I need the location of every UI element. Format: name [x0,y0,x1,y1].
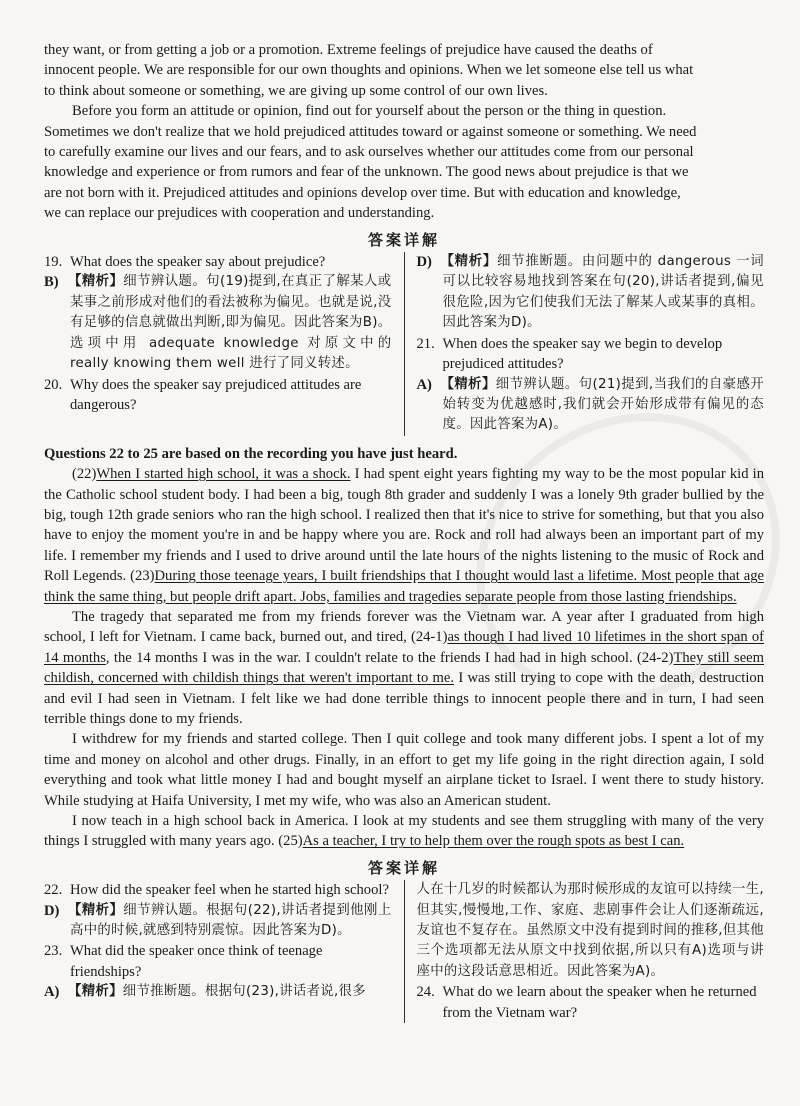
answer-section-title: 答案详解 [367,230,440,249]
underlined-sentence: When I started high school, it was a shock. [96,466,351,483]
answer-22 [44,901,392,942]
underlined-sentence: During those teenage years, I built friendships that I thought would last a lifetime. Most people that age think the same thing, but people drift apart. Jobs, families and tragedies separate people from those lasting friendships. [44,568,765,605]
answer-19 [44,272,392,374]
answer-column-right [405,252,765,436]
answer-letter: D) [44,902,60,919]
answer-20 [417,252,765,334]
question-number: 21. [416,335,435,352]
sentence-marker: (24-2) [636,649,674,666]
question-24 [417,982,765,1023]
analysis-label: 【精析】 [68,984,123,1000]
passage-heading: Questions 22 to 25 are based on the recording you have just heard. [44,445,458,462]
answer-letter: D) [416,254,432,271]
analysis-text: 细节辨认题。句(21)提到,当我们的自豪感开始转变为优越感时,我们就会开始形成带有偏见的态度。因此答案为A)。 [442,376,764,433]
underlined-sentence: as though I had lived 10 lifetimes in the short span of 14 months [44,629,764,666]
answer-column-left [44,252,405,436]
question-number: 20. [44,376,63,393]
analysis-text: 细节推断题。根据句(23),讲话者说,很多 [122,984,366,1000]
question-19 [44,252,392,272]
sentence-marker: (22) [72,466,97,483]
question-23 [44,941,392,982]
intro-line: Sometimes we don't realize that we hold prejudiced attitudes toward or against someone or something. We need [44,123,697,140]
passage-paragraph-4 [44,811,764,852]
document-page [44,40,764,1023]
analysis-text: 细节辨认题。根据句(22),讲话者提到他刚上高中的时候,就感到特别震惊。因此答案为D)。 [70,902,392,939]
passage-paragraph-3: I withdrew for my friends and started college. Then I quit college and took many different jobs. I spent a lot of my time and money on alcohol and other drugs. Finally, in an effort to get my life going in the right direction again, I sold everything and took what little money I had and bought myself an airplane ticket to Israel. I went there to study history. While studying at Haifa University, I met my wife, who was also an American student. [44,731,764,809]
intro-paragraph-2 [44,101,764,223]
question-number: 23. [44,943,63,960]
question-text: Why does the speaker say prejudiced attitudes are dangerous? [70,376,362,413]
passage-text: I now teach in a high school back in America. I look at my students and see them struggling with many of the very things I struggled with many years ago. [44,813,764,850]
intro-line: to think about someone or something, we are giving up some control of our own lives. [44,82,548,99]
intro-line: they want, or from getting a job or a promotion. Extreme feelings of prejudice have caused the deaths of [44,42,653,58]
answer-column-left [44,880,405,1023]
passage-paragraph-2 [44,607,764,729]
question-20 [44,375,392,416]
underlined-sentence: They still seem childish, concerned with childish things that weren't important to me. [44,649,765,687]
question-number: 24. [416,984,435,1001]
answer-section-title: 答案详解 [367,858,440,877]
answer-columns [44,252,764,436]
intro-paragraph-1 [44,40,764,101]
intro-line: knowledge and experience or from rumors and fear of the unknown. The good news about prejudice is that we [44,164,689,181]
analysis-text: 细节推断题。由问题中的 dangerous 一词可以比较容易地找到答案在句(20),讲话者提到,偏见很危险,因为它们使我们无法了解某人或某事的真相。因此答案为D)。 [442,254,764,331]
intro-line: Before you form an attitude or opinion, find out for yourself about the person or the thing in question. [72,103,667,120]
question-text: When does the speaker say we begin to develop prejudiced attitudes? [442,335,723,373]
passage-text: I had spent eight years fighting my way to be the most popular kid in the Catholic school student body. I had been a big, tough 8th grader and suddenly I was a lonely 9th grader bullied by the big, tough 12th grade seniors who ran the high school. I realized then that it's nice to strive for something, but that you also have to enjoy the moment you're in and be happy where you are. Rock and roll had always been an important part of my life. I remember my friends and I used to drive around until the late hours of the nights listening to the music of Rock and Roll Legends. [44,466,764,585]
passage-text: I was still trying to cope with the death, destruction and evil I had seen in Vietnam. I felt like we had done terrible things to innocent people there and in turn, I had seen terrible things done to my friends. [44,670,764,727]
question-text: What do we learn about the speaker when he returned from the Vietnam war? [442,984,757,1021]
intro-line: to carefully examine our lives and our fears, and to ask ourselves whether our attitudes come from our personal [44,144,694,161]
analysis-label: 【精析】 [440,254,498,270]
answer-letter: B) [44,274,59,291]
intro-line: are not born with it. Prejudiced attitudes and opinions develop over time. But with education and knowledge, [44,184,681,201]
question-text: What did the speaker once think of teenage friendships? [70,943,323,980]
recording-passage [44,464,764,852]
underlined-sentence: As a teacher, I try to help them over the rough spots as best I can. [302,833,685,850]
sentence-marker: (25) [278,833,303,850]
intro-line: we can replace our prejudices with cooperation and understanding. [44,205,435,222]
answer-23 [44,982,392,1002]
answer-column-right [405,880,765,1023]
question-number: 22. [44,882,63,899]
question-text: How did the speaker feel when he started high school? [70,882,389,899]
passage-text: , the 14 months I was in the war. I couldn't relate to the friends I had had in high school. [105,649,637,666]
analysis-label: 【精析】 [68,274,124,290]
passage-text: The tragedy that separated me from my friends forever was the Vietnam war. A year after I graduated from high school, I left for Vietnam. I came back, burned out, and tired, [44,608,764,646]
question-22 [44,880,392,900]
intro-line: innocent people. We are responsible for our own thoughts and opinions. When we let someone else tell us what [44,62,694,79]
passage-paragraph-1 [44,464,764,607]
answer-columns [44,880,764,1023]
analysis-text: 细节辨认题。句(19)提到,在真正了解某人或某事之前形成对他们的看法被称为偏见。也就是说,没有足够的信息就做出判断,即为偏见。因此答案为B)。选项中用 adequate knowledge 对原文中的 really knowing them well 进行了同义转述。 [70,274,392,372]
analysis-label: 【精析】 [68,902,124,918]
intro-section [44,40,764,224]
answer-letter: A) [44,984,60,1001]
analysis-continuation: 人在十几岁的时候都认为那时候形成的友谊可以持续一生,但其实,慢慢地,工作、家庭、悲剧事件会让人们逐渐疏远,友谊也不复存在。虽然原文中没有提到时间的推移,但其他三个选项都无法从原文中找到依据,所以只有A)选项与讲座中的这段话意思相近。因此答案为A)。 [416,882,764,979]
question-21 [417,334,765,375]
answer-21 [417,375,765,436]
answer-letter: A) [416,376,432,393]
sentence-marker: (23) [130,568,155,585]
sentence-marker: (24-1) [410,629,448,646]
question-text: What does the speaker say about prejudice? [70,254,326,271]
question-number: 19. [44,254,63,271]
analysis-label: 【精析】 [440,376,496,392]
